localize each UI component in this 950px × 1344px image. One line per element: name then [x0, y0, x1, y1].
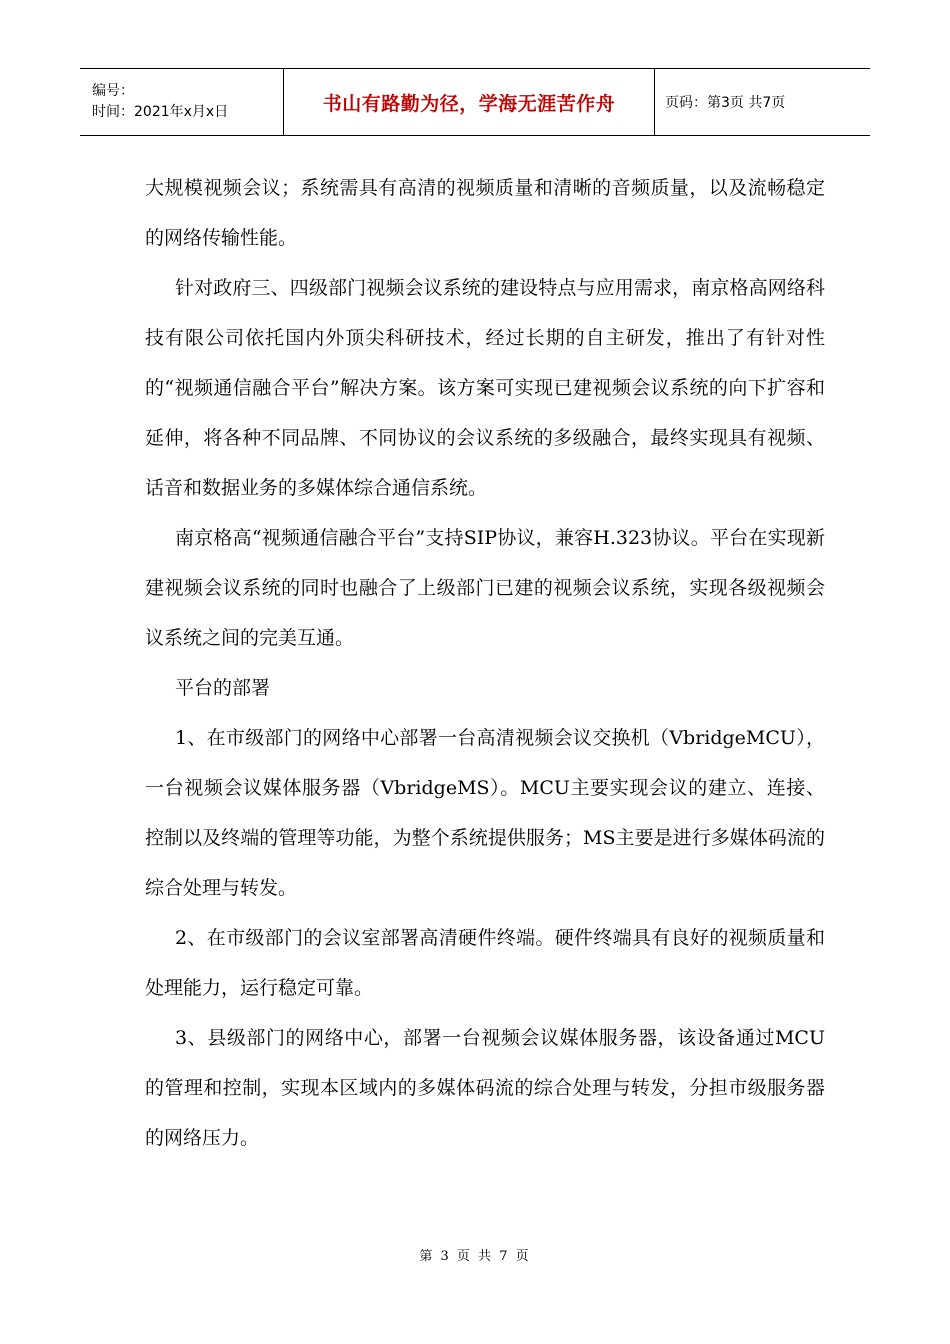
paragraph: 针对政府三、四级部门视频会议系统的建设特点与应用需求，南京格高网络科技有限公司依托国内外顶尖科研技术，经过长期的自主研发，推出了有针对性的“视频通信融合平台”解决方案。该方案可实现已建视频会议系统的向下扩容和延伸，将各种不同品牌、不同协议的会议系统的多级融合，最终实现具有视频、话音和数据业务的多媒体综合通信系统。	[145, 277, 825, 499]
document-date: 时间：2021年x月x日	[92, 104, 229, 120]
document-number-label: 编号：	[92, 83, 134, 99]
header-page-cell	[655, 69, 870, 135]
page-header	[80, 68, 870, 136]
page-footer: 第 3 页 共 7 页	[419, 1249, 531, 1264]
list-item: 3、县级部门的网络中心，部署一台视频会议媒体服务器，该设备通过MCU的管理和控制，实现本区域内的多媒体码流的综合处理与转发，分担市级服务器的网络压力。	[145, 1027, 825, 1149]
list-item: 1、在市级部门的网络中心部署一台高清视频会议交换机（VbridgeMCU），一台视频会议媒体服务器（VbridgeMS）。MCU主要实现会议的建立、连接、控制以及终端的管理等功能，为整个系统提供服务；MS主要是进行多媒体码流的综合处理与转发。	[145, 727, 825, 899]
document-body	[145, 163, 825, 1163]
paragraph: 大规模视频会议；系统需具有高清的视频质量和清晰的音频质量，以及流畅稳定的网络传输性能。	[145, 177, 825, 249]
section-heading: 平台的部署	[175, 677, 271, 699]
header-page-info: 页码：第3页 共7页	[665, 95, 786, 111]
paragraph: 南京格高“视频通信融合平台”支持SIP协议，兼容H.323协议。平台在实现新建视频会议系统的同时也融合了上级部门已建的视频会议系统，实现各级视频会议系统之间的完美互通。	[145, 527, 825, 649]
header-meta	[80, 69, 283, 135]
list-item: 2、在市级部门的会议室部署高清硬件终端。硬件终端具有良好的视频质量和处理能力，运行稳定可靠。	[145, 927, 825, 999]
header-motto-cell	[283, 69, 655, 135]
header-motto: 书山有路勤为径，学海无涯苦作舟	[322, 92, 616, 115]
